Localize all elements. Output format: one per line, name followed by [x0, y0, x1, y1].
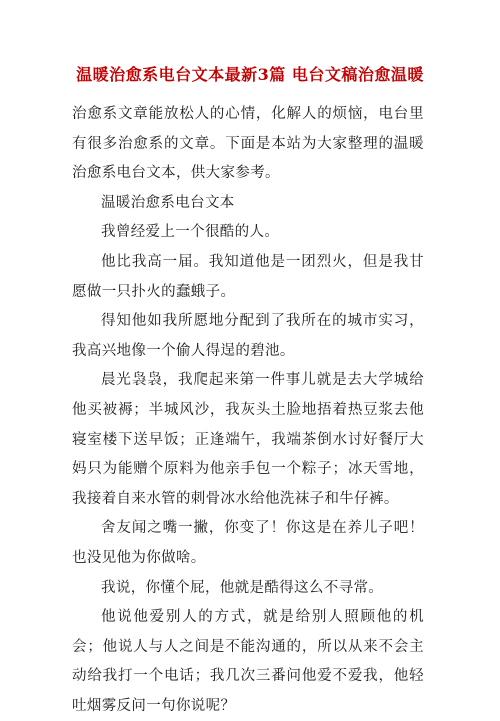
intro-paragraph: 治愈系文章能放松人的心情，化解人的烦恼，电台里有很多治愈系的文章。下面是本站为大家整理的温暖治愈系电台文本，供大家参考。 [72, 106, 424, 182]
body-paragraph: 我曾经爱上一个很酷的人。 [101, 224, 280, 241]
body-paragraph: 舍友闻之嘴一撇，你变了！你这是在养儿子吧！也没见他为你做啥。 [72, 520, 424, 566]
section-heading: 温暖治愈系电台文本 [101, 194, 235, 211]
body-paragraph: 他比我高一届。我知道他是一团烈火，但是我甘愿做一只扑火的蠢蛾子。 [72, 253, 424, 300]
body-paragraph: 我说，你懂个屁，他就是酷得这么不寻常。 [101, 579, 384, 596]
body-paragraph: 他说他爱别人的方式，就是给别人照顾他的机会；他说人与人之间是不能沟通的，所以从来不会主动给我打一个电话；我几次三番问他爱不爱我，他轻吐烟雾反问一句你说呢？ [72, 609, 424, 714]
body-paragraph: 得知他如我所愿地分配到了我所在的城市实习，我高兴地像一个偷人得逞的碧池。 [72, 313, 424, 359]
body-paragraph: 晨光袅袅，我爬起来第一件事儿就是去大学城给他买被褥；半城风沙，我灰头土脸地捂着热豆浆去他寝室楼下送早饭；正逢端午，我端茶倒水讨好餐厅大妈只为能赠个原料为他亲手包一个粽子；冰天雪地，我接着自来水管的刺骨冰水给他洗袜子和牛仔裤。 [72, 372, 424, 507]
document-title: 温暖治愈系电台文本最新3篇 电台文稿治愈温暖 [76, 65, 424, 84]
document-body [72, 100, 424, 721]
